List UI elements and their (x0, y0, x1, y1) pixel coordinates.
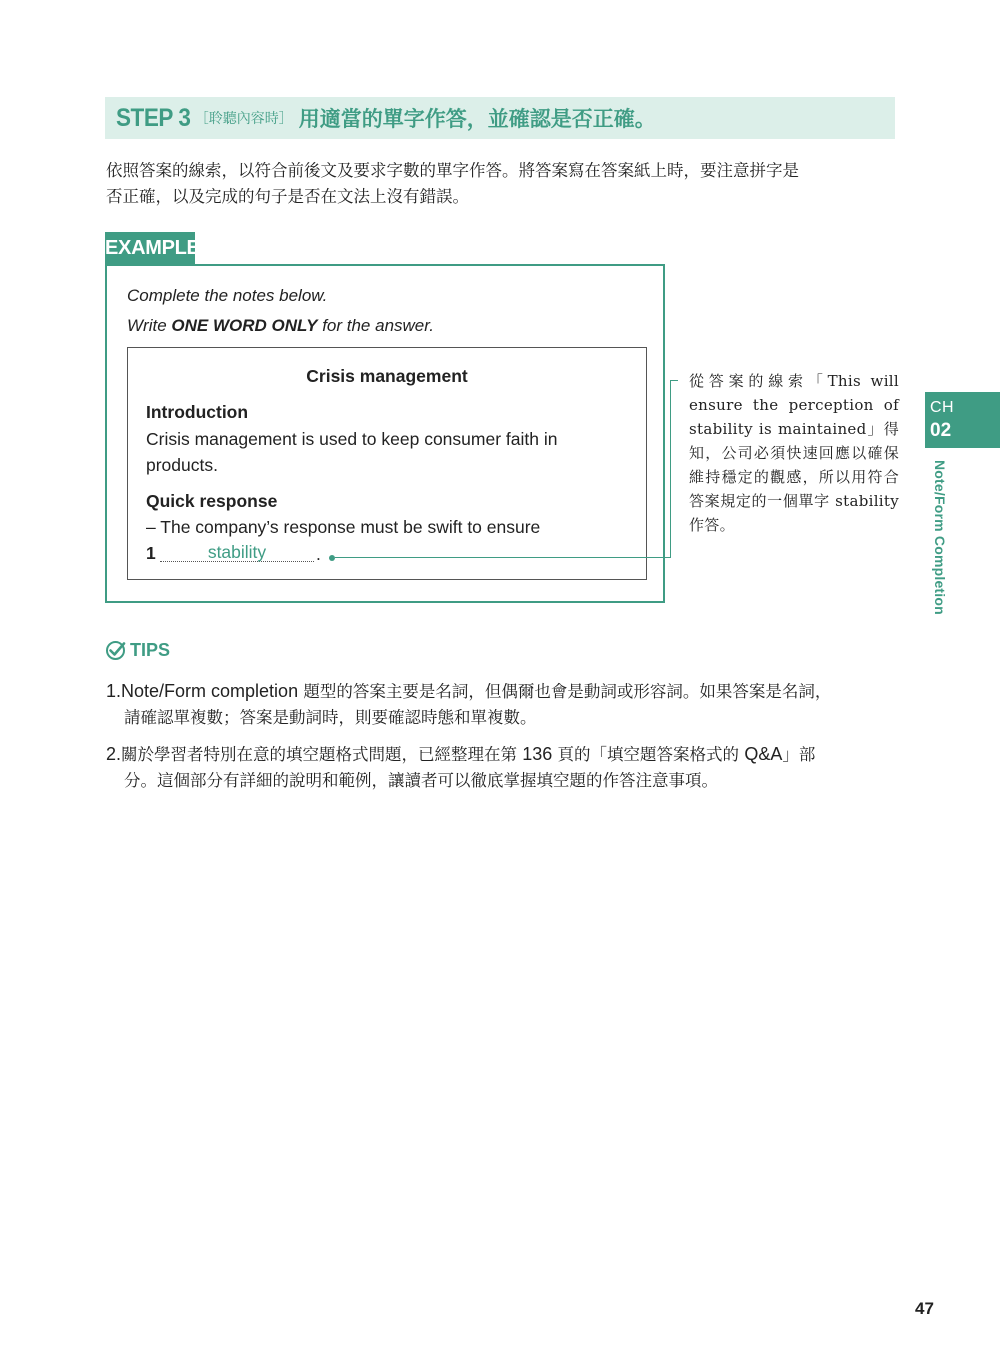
chapter-label: CH (930, 399, 955, 416)
notes-section-1-line-1: Crisis management is used to keep consumer faith in (146, 429, 558, 449)
example-tab: EXAMPLE (105, 232, 195, 264)
notes-section-1-line-2: products. (146, 455, 218, 475)
notes-section-2-heading: Quick response (146, 491, 278, 511)
connector-dot (329, 555, 335, 561)
chapter-title: Note/Form Completion (932, 460, 948, 615)
tip-1-line-2: 請確認單複數；答案是動詞時，則要確認時態和單複數。 (124, 708, 537, 727)
tip-item-1 (106, 678, 906, 731)
instruction-2-emphasis: ONE WORD ONLY (171, 316, 318, 335)
tip-1-line-1: 題型的答案主要是名詞，但偶爾也會是動詞或形容詞。如果答案是名詞， (298, 682, 832, 701)
page-number: 47 (915, 1299, 934, 1318)
blank-period: . (316, 544, 321, 564)
intro-line-1: 依照答案的線索，以符合前後文及要求字數的單字作答。將答案寫在答案紙上時，要注意拼字是 (106, 161, 799, 180)
step-label: STEP 3 (116, 103, 191, 132)
intro-paragraph (106, 158, 906, 210)
tip-item-2 (106, 741, 906, 794)
tip-2-qa: Q&A (744, 744, 783, 764)
tip-1-number: 1. (106, 681, 122, 701)
tip-2-line-1-pre: 關於學習者特別在意的填空題格式問題，已經整理在第 (121, 745, 523, 764)
step-header (105, 97, 895, 139)
step-title: 用適當的單字作答，並確認是否正確。 (298, 107, 656, 131)
tip-1-term: Note/Form completion (121, 681, 299, 701)
blank-number: 1 (146, 543, 156, 563)
tip-2-page: 136 (522, 744, 553, 764)
instruction-2-pre: Write (127, 316, 172, 335)
answer-blank-value: stability (207, 542, 267, 562)
connector-vertical-line (670, 380, 671, 558)
connector-horizontal-line (335, 557, 671, 558)
tips-label: TIPS (130, 640, 171, 660)
example-instruction-2 (127, 316, 434, 336)
tip-2-line-1-end: 」部 (782, 745, 816, 764)
chapter-number: 02 (930, 420, 952, 441)
step-tag: ［聆聽內容時］ (194, 111, 293, 127)
instruction-2-post: for the answer. (317, 316, 435, 335)
connector-tick (670, 380, 678, 381)
notes-section-1-heading: Introduction (146, 402, 249, 422)
tip-2-number: 2. (106, 744, 122, 764)
side-note: 從答案的線索「This will ensure the perception of stability is maintained」得知，公司必須快速回應以確保維持穩定的觀感，所以用符合答案規定的一個單字 stability 作答。 (689, 372, 899, 534)
check-circle-icon (105, 640, 126, 661)
example-instruction-1: Complete the notes below. (127, 286, 328, 305)
intro-line-2: 否正確，以及完成的句子是否在文法上沒有錯誤。 (106, 187, 469, 206)
tip-2-line-2: 分。這個部分有詳細的說明和範例，讓讀者可以徹底掌握填空題的作答注意事項。 (124, 771, 718, 790)
tip-2-line-1-post: 頁的「填空題答案格式的 (552, 745, 745, 764)
notes-title: Crisis management (306, 366, 468, 386)
notes-section-2-line-1: – The company’s response must be swift to ensure (146, 517, 541, 537)
